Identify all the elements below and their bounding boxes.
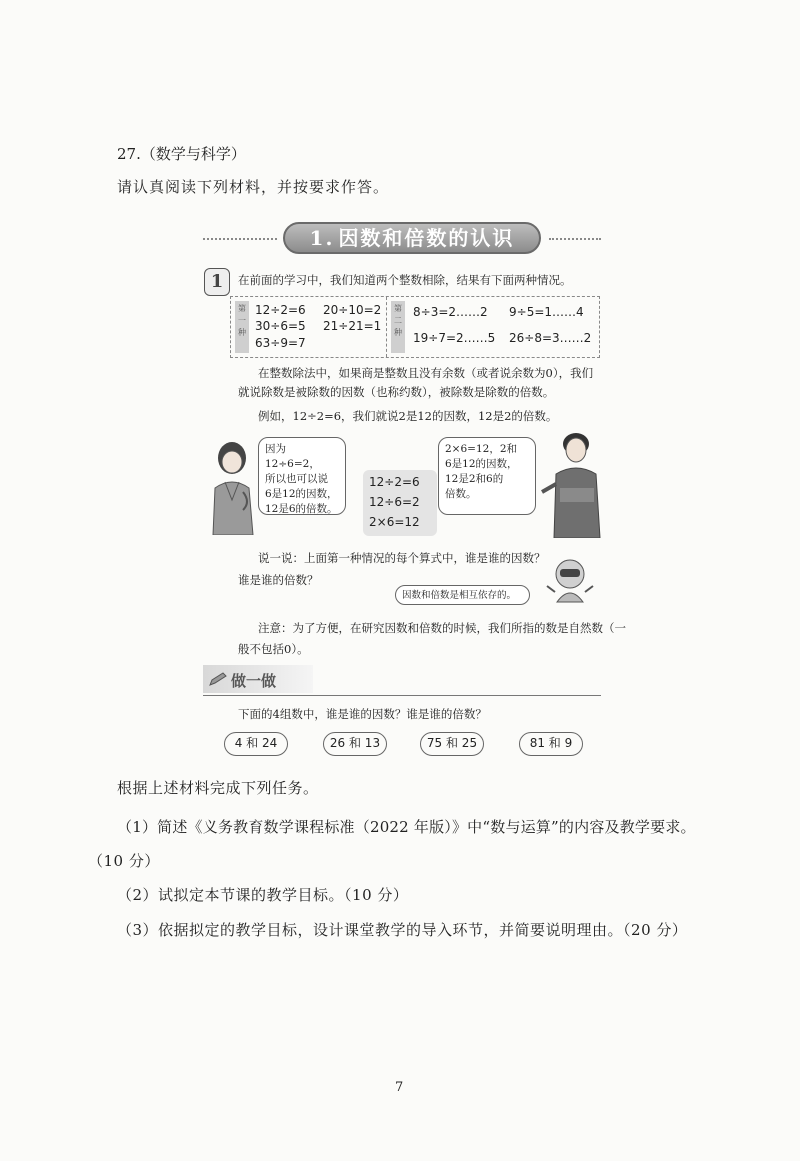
center-equation: 2×6=12 [369,515,420,529]
center-equation: 12÷2=6 [369,475,420,489]
girl-bubble-line: 12是6的倍数。 [265,503,338,515]
case1-label: 第一种 [235,301,249,353]
case1-equation: 63÷9=7 [255,336,306,350]
do-it-title: 做一做 [231,672,277,690]
boy-speech-bubble [438,437,536,515]
girl-illustration [203,440,261,535]
case2-label: 第二种 [391,301,405,353]
section-banner [283,222,541,254]
note-line-1: 注意：为了方便，在研究因数和倍数的时候，我们所指的数是自然数（一 [258,621,626,635]
step-one-icon: 1 [204,268,230,296]
task-2: （2）试拟定本节课的教学目标。（10 分） [117,886,409,904]
center-equations-panel [363,470,437,536]
case1-equation: 21÷21=1 [323,319,382,333]
task-1-line-2: （10 分） [88,852,160,870]
case2-equation: 19÷7=2……5 [413,331,496,345]
task-3: （3）依据拟定的教学目标，设计课堂教学的导入环节，并简要说明理由。（20 分） [117,921,688,939]
girl-bubble-line: 6是12的因数， [265,488,338,500]
case2-equation: 26÷8=3……2 [509,331,592,345]
robot-speech-bubble: 因数和倍数是相互依存的。 [395,585,530,605]
boy-bubble-line: 12是2和6的 [445,473,504,485]
case1-equation: 20÷10=2 [323,303,382,317]
section-banner-row [203,222,601,256]
banner-dots-left [203,238,277,240]
case1-equation: 12÷2=6 [255,303,306,317]
banner-dots-right [549,238,601,240]
number-pair: 26 和 13 [323,732,387,756]
page-number: 7 [395,1080,404,1095]
number-pair: 81 和 9 [519,732,583,756]
talk-line-1: 说一说：上面第一种情况的每个算式中，谁是谁的因数？ [258,551,546,565]
do-it-prompt: 下面的4组数中，谁是谁的因数？谁是谁的倍数？ [238,707,487,721]
question-instruction: 请认真阅读下列材料，并按要求作答。 [117,178,390,196]
number-pair: 4 和 24 [224,732,288,756]
case2-equation: 8÷3=2……2 [413,305,488,319]
girl-speech-bubble [258,437,346,515]
pencil-icon [209,672,227,686]
boy-illustration [540,428,605,538]
section-number: 1. [309,226,335,250]
section-title: 因数和倍数的认识 [338,226,515,250]
textbook-intro: 在前面的学习中，我们知道两个整数相除，结果有下面两种情况。 [238,273,572,287]
case2-equation: 9÷5=1……4 [509,305,584,319]
boy-bubble-line: 2×6=12，2和 [445,443,517,455]
definition-line-1: 在整数除法中，如果商是整数且没有余数（或者说余数为0），我们 [258,366,594,380]
talk-line-2: 谁是谁的倍数？ [238,573,319,587]
example-line: 例如，12÷2=6，我们就说2是12的因数，12是2的倍数。 [258,409,558,423]
cases-divider [386,297,387,357]
note-line-2: 般不包括0）。 [238,642,309,656]
robot-illustration [545,556,595,604]
case1-equation: 30÷6=5 [255,319,306,333]
task-1-line-1: （1）简述《义务教育数学课程标准（2022 年版）》中“数与运算”的内容及教学要求。 [117,818,696,836]
number-pair: 75 和 25 [420,732,484,756]
division-cases-box [230,296,600,358]
tasks-lead: 根据上述材料完成下列任务。 [117,779,319,797]
question-number: 27.（数学与科学） [117,145,246,163]
center-equation: 12÷6=2 [369,495,420,509]
do-it-header [203,665,601,696]
boy-bubble-line: 倍数。 [445,488,477,500]
boy-bubble-line: 6是12的因数， [445,458,518,470]
girl-bubble-line: 因为12÷6=2， [265,443,320,470]
girl-bubble-line: 所以也可以说 [265,473,328,485]
definition-line-2: 就说除数是被除数的因数（也称约数），被除数是除数的倍数。 [238,385,555,399]
